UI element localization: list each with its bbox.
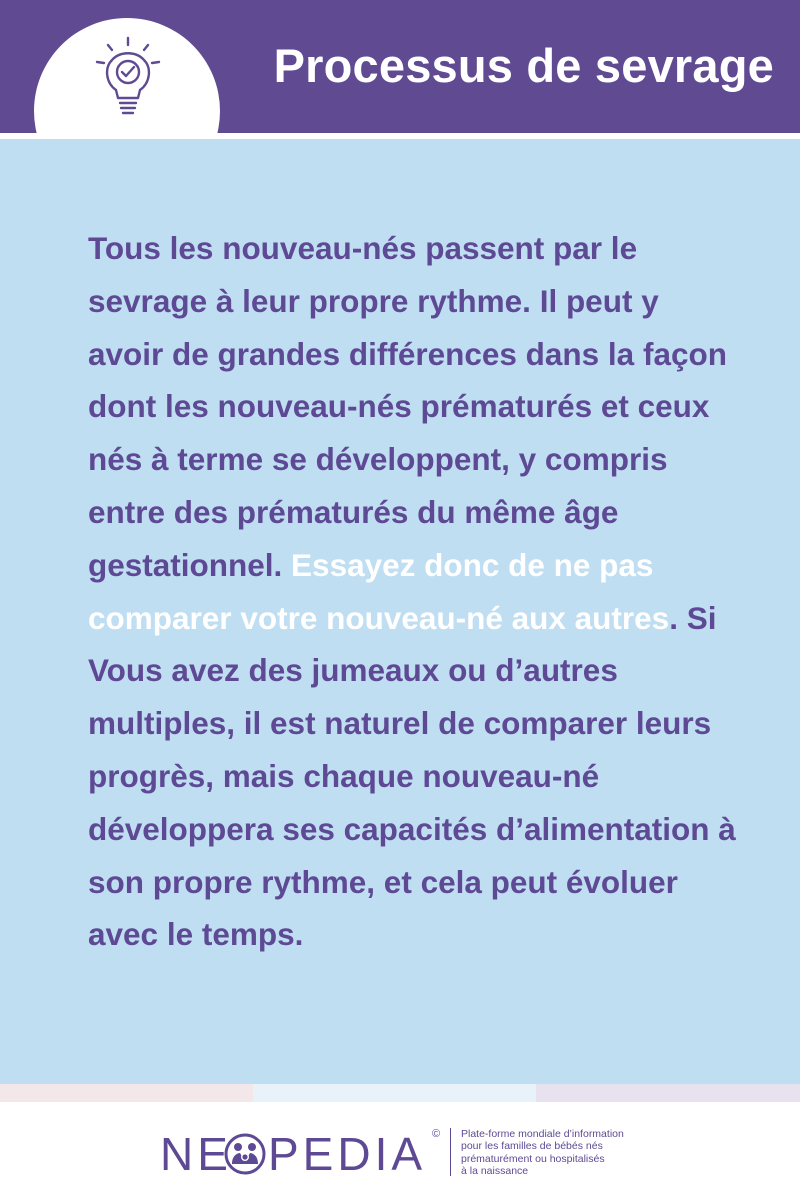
tagline-line: prématurément ou hospitalisés — [461, 1152, 605, 1165]
logo-text-left: NE — [160, 1128, 232, 1180]
header-banner — [0, 0, 800, 133]
logo-text-right: PEDIA — [268, 1128, 427, 1180]
body-text-part2: . Si Vous avez des jumeaux ou d’autres multiples, il est naturel de comparer leurs progrès, mais chaque nouveau-né développera ses capacités d’alimentation à son propre rythme, et cela peut évoluer avec le temps. — [88, 599, 736, 953]
footer-color-strip-2 — [253, 1084, 536, 1102]
neopedia-logo — [160, 1126, 450, 1182]
footer-divider — [450, 1128, 451, 1176]
tagline-line: Plate-forme mondiale d’information — [461, 1128, 624, 1140]
lightbulb-check-icon — [92, 36, 164, 120]
body-text-part1: Tous les nouveau-nés passent par le sevrage à leur propre rythme. Il peut y avoir de grandes différences dans la façon dont les nouveau-nés prématurés et ceux nés à terme se développent, y compris entre des prématurés du même âge gestationnel. — [88, 230, 727, 583]
family-icon — [224, 1133, 266, 1175]
footer-tagline — [461, 1128, 681, 1177]
tagline-line: pour les familles de bébés nés — [461, 1140, 603, 1153]
footer-color-strip-1 — [0, 1084, 253, 1102]
tagline-line: à la naissance — [461, 1164, 529, 1177]
body-text-highlight: Essayez donc de ne pas comparer votre nouveau-né aux autres — [88, 546, 670, 636]
footer-color-strip-3 — [536, 1084, 800, 1102]
body-paragraph — [88, 222, 738, 961]
page-title: Processus de sevrage — [273, 39, 774, 92]
copyright-mark: © — [432, 1128, 441, 1140]
